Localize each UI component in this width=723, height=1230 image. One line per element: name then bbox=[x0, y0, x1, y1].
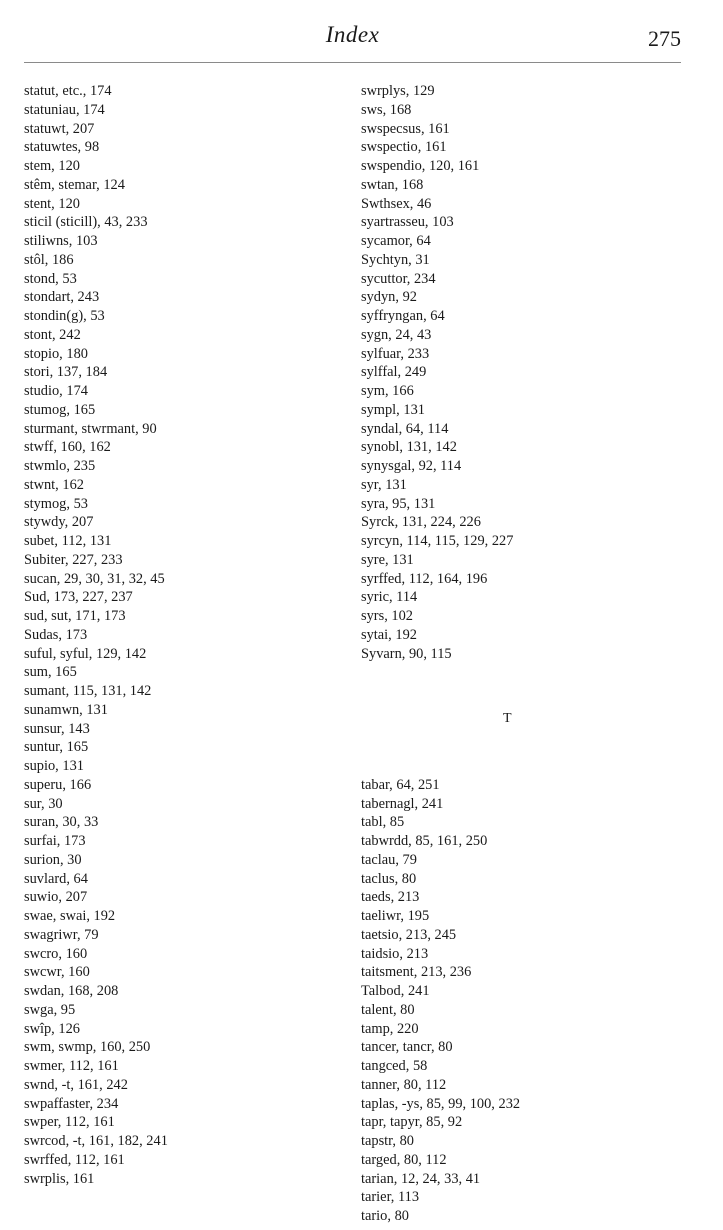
index-entry: sud, sut, 171, 173 bbox=[24, 608, 126, 624]
index-entry: stêm, stemar, 124 bbox=[24, 176, 125, 193]
index-entry: suful, syful, 129, 142 bbox=[24, 645, 147, 662]
index-entry: stopio, 180 bbox=[24, 345, 88, 362]
index-entry: studio, 174 bbox=[24, 383, 88, 399]
index-entry: stwmlo, 235 bbox=[24, 458, 96, 474]
index-entry: taetsio, 213, 245 bbox=[361, 926, 457, 943]
index-entry: swdan, 168, 208 bbox=[24, 983, 119, 999]
index-entry: synobl, 131, 142 bbox=[361, 439, 457, 456]
index-entry: sturmant, stwrmant, 90 bbox=[24, 420, 157, 437]
index-entry: swpaffaster, 234 bbox=[24, 1095, 119, 1112]
index-entry: tabernagl, 241 bbox=[361, 795, 444, 812]
index-entry: sunsur, 143 bbox=[24, 720, 90, 737]
t-entries bbox=[361, 776, 701, 1226]
index-entry: Sudas, 173 bbox=[24, 626, 88, 643]
index-entry: stondin(g), 53 bbox=[24, 308, 105, 324]
index-entry: surion, 30 bbox=[24, 851, 82, 868]
index-entry: tarier, 113 bbox=[361, 1189, 420, 1206]
index-entry: stondart, 243 bbox=[24, 289, 100, 306]
index-entry: taclus, 80 bbox=[361, 870, 417, 887]
index-entry: syrcyn, 114, 115, 129, 227 bbox=[361, 533, 514, 549]
index-entry: taeds, 213 bbox=[361, 889, 420, 906]
index-entry: surfai, 173 bbox=[24, 833, 86, 849]
index-entry: syre, 131 bbox=[361, 551, 414, 568]
index-entry: subet, 112, 131 bbox=[24, 533, 112, 549]
index-entry: suntur, 165 bbox=[24, 739, 89, 756]
index-entry: sycuttor, 234 bbox=[361, 270, 436, 287]
index-entry: syr, 131 bbox=[361, 476, 407, 493]
index-entry: tabl, 85 bbox=[361, 814, 405, 831]
index-entry: tapr, tapyr, 85, 92 bbox=[361, 1114, 463, 1131]
index-entry: swspendio, 120, 161 bbox=[361, 158, 480, 174]
index-entry: statuwtes, 98 bbox=[24, 139, 100, 156]
index-entry: sws, 168 bbox=[361, 101, 412, 118]
index-entry: Syvarn, 90, 115 bbox=[361, 645, 452, 662]
index-entry: targed, 80, 112 bbox=[361, 1151, 447, 1168]
index-entry: synysgal, 92, 114 bbox=[361, 458, 462, 474]
index-entry: syartrasseu, 103 bbox=[361, 214, 454, 231]
index-entry: syric, 114 bbox=[361, 589, 418, 606]
index-entry: statuniau, 174 bbox=[24, 101, 105, 118]
index-entry: stent, 120 bbox=[24, 195, 80, 212]
page-number: 275 bbox=[648, 26, 681, 51]
index-entry: stywdy, 207 bbox=[24, 514, 94, 531]
index-entry: sunamwn, 131 bbox=[24, 701, 108, 718]
index-entry: sympl, 131 bbox=[361, 401, 425, 418]
index-entry: tario, 80 bbox=[361, 1208, 409, 1224]
index-entry: sticil (sticill), 43, 233 bbox=[24, 214, 148, 231]
index-entry: swtan, 168 bbox=[361, 176, 424, 193]
index-entry: Subiter, 227, 233 bbox=[24, 551, 123, 568]
index-entry: sum, 165 bbox=[24, 664, 77, 681]
index-entry: swnd, -t, 161, 242 bbox=[24, 1076, 128, 1093]
index-entry: stori, 137, 184 bbox=[24, 364, 108, 381]
index-entry: statut, etc., 174 bbox=[24, 83, 112, 99]
index-entry: stwnt, 162 bbox=[24, 476, 84, 493]
index-entry: stumog, 165 bbox=[24, 401, 96, 418]
index-entry: tarian, 12, 24, 33, 41 bbox=[361, 1170, 481, 1187]
index-entry: syrffed, 112, 164, 196 bbox=[361, 570, 488, 587]
index-entry: Sud, 173, 227, 237 bbox=[24, 589, 133, 606]
index-entry: swrcod, -t, 161, 182, 241 bbox=[24, 1133, 168, 1149]
index-entry: syrs, 102 bbox=[361, 608, 413, 624]
header-rule bbox=[24, 62, 681, 63]
running-title: Index bbox=[325, 22, 380, 47]
index-entry: taidsio, 213 bbox=[361, 945, 429, 962]
index-entry: sym, 166 bbox=[361, 383, 414, 399]
section-letter: T bbox=[503, 711, 512, 727]
index-entry: taeliwr, 195 bbox=[361, 908, 430, 924]
index-entry: stont, 242 bbox=[24, 326, 81, 343]
index-entry: swm, swmp, 160, 250 bbox=[24, 1039, 151, 1056]
s-entries-continued bbox=[361, 82, 701, 663]
index-entry: stiliwns, 103 bbox=[24, 233, 98, 249]
index-entry: sydyn, 92 bbox=[361, 289, 417, 306]
index-entry: sucan, 29, 30, 31, 32, 45 bbox=[24, 570, 165, 587]
index-entry: swrplys, 129 bbox=[361, 83, 435, 99]
index-entry: syndal, 64, 114 bbox=[361, 420, 449, 437]
index-entry: Sychtyn, 31 bbox=[361, 251, 430, 268]
index-entry: talent, 80 bbox=[361, 1001, 415, 1018]
index-entry: sytai, 192 bbox=[361, 626, 417, 643]
index-entry: tancer, tancr, 80 bbox=[361, 1039, 453, 1056]
index-entry: swper, 112, 161 bbox=[24, 1114, 115, 1131]
index-entry: swcro, 160 bbox=[24, 945, 88, 962]
index-entry: swrffed, 112, 161 bbox=[24, 1151, 125, 1168]
index-entry: tabar, 64, 251 bbox=[361, 776, 440, 793]
index-entry: tabwrdd, 85, 161, 250 bbox=[361, 833, 488, 849]
index-entry: syffryngan, 64 bbox=[361, 308, 445, 324]
index-entry: swîp, 126 bbox=[24, 1020, 80, 1037]
index-entry: suran, 30, 33 bbox=[24, 814, 99, 831]
index-entry: taitsment, 213, 236 bbox=[361, 964, 472, 981]
index-column-right bbox=[361, 82, 701, 1226]
index-entry: swga, 95 bbox=[24, 1001, 76, 1018]
index-entry: swspectio, 161 bbox=[361, 139, 447, 156]
index-entry: sylfuar, 233 bbox=[361, 345, 430, 362]
index-entry: stwff, 160, 162 bbox=[24, 439, 111, 456]
index-entry: stymog, 53 bbox=[24, 495, 88, 512]
index-entry: sygn, 24, 43 bbox=[361, 326, 432, 343]
index-entry: sur, 30 bbox=[24, 795, 63, 812]
index-entry: swae, swai, 192 bbox=[24, 908, 116, 924]
index-entry: superu, 166 bbox=[24, 776, 92, 793]
index-entry: supio, 131 bbox=[24, 758, 84, 774]
index-entry: suwio, 207 bbox=[24, 889, 88, 906]
index-entry: tapstr, 80 bbox=[361, 1133, 414, 1149]
index-column-left bbox=[24, 82, 344, 1188]
index-entry: statuwt, 207 bbox=[24, 120, 95, 137]
page-header bbox=[20, 22, 685, 62]
index-entry: swagriwr, 79 bbox=[24, 926, 99, 943]
index-entry: swrplis, 161 bbox=[24, 1170, 95, 1187]
index-entry: tangced, 58 bbox=[361, 1058, 428, 1074]
index-entry: stond, 53 bbox=[24, 270, 77, 287]
index-entry: sycamor, 64 bbox=[361, 233, 431, 249]
index-entry: Syrck, 131, 224, 226 bbox=[361, 514, 481, 531]
index-entry: Swthsex, 46 bbox=[361, 195, 432, 212]
index-entry: stôl, 186 bbox=[24, 251, 74, 268]
index-entry: swmer, 112, 161 bbox=[24, 1058, 119, 1074]
index-entry: suvlard, 64 bbox=[24, 870, 88, 887]
index-entry: taclau, 79 bbox=[361, 851, 417, 868]
index-entry: sumant, 115, 131, 142 bbox=[24, 683, 152, 699]
index-entry: swspecsus, 161 bbox=[361, 120, 450, 137]
index-entry: syra, 95, 131 bbox=[361, 495, 436, 512]
index-entry: tanner, 80, 112 bbox=[361, 1076, 447, 1093]
section-heading-t bbox=[361, 663, 701, 776]
index-entry: stem, 120 bbox=[24, 158, 80, 174]
index-entry: tamp, 220 bbox=[361, 1020, 419, 1037]
index-entry: taplas, -ys, 85, 99, 100, 232 bbox=[361, 1095, 521, 1112]
index-entry: Talbod, 241 bbox=[361, 983, 430, 999]
index-entry: swcwr, 160 bbox=[24, 964, 90, 981]
index-entry: sylffal, 249 bbox=[361, 364, 427, 381]
